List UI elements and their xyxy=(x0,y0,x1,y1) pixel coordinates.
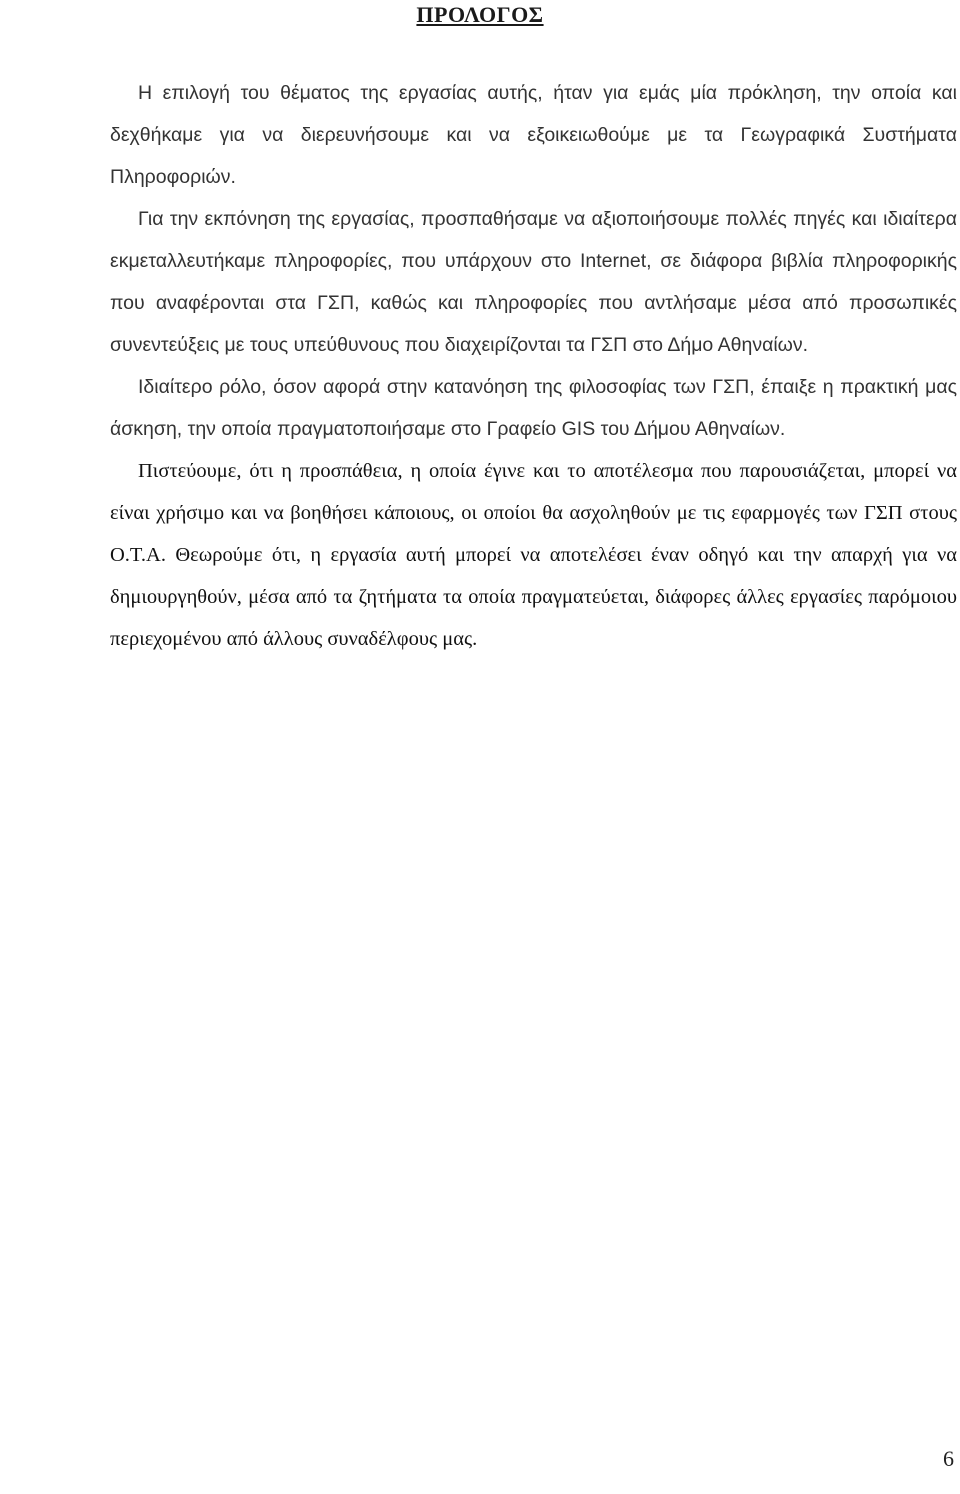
page-number: 6 xyxy=(943,1446,954,1471)
page-title: ΠΡΟΛΟΓΟΣ xyxy=(416,2,544,27)
paragraph-4: Πιστεύουμε, ότι η προσπάθεια, η οποία έγινε και το αποτέλεσμα που παρουσιάζεται, μπορεί να είναι χρήσιμο και να βοηθήσει κάποιους, οι οποίοι θα ασχοληθούν με τις εφαρμογές των ΓΣΠ στους Ο.Τ.Α. Θεωρούμε ότι, η εργασία αυτή μπορεί να αποτελέσει έναν οδηγό και την απαρχή για να δημιουργηθούν, μέσα από τα ζητήματα τα οποία πραγματεύεται, διάφορες άλλες εργασίες παρόμοιου περιεχομένου από άλλους συναδέλφους μας. xyxy=(110,460,957,650)
paragraph-2: Για την εκπόνηση της εργασίας, προσπαθήσαμε να αξιοποιήσουμε πολλές πηγές και ιδιαίτερα εκμεταλλευτήκαμε πληροφορίες, που υπάρχουν στο Internet, σε διάφορα βιβλία πληροφορικής που αναφέρονται στα ΓΣΠ, καθώς και πληροφορίες που αντλήσαμε μέσα από προσωπικές συνεντεύξεις με τους υπεύθυνους που διαχειρίζονται τα ΓΣΠ στο Δήμο Αθηναίων. xyxy=(110,208,957,356)
paragraph-1: Η επιλογή του θέματος της εργασίας αυτής, ήταν για εμάς μία πρόκληση, την οποία και δεχθήκαμε για να διερευνήσουμε και να εξοικειωθούμε με τα Γεωγραφικά Συστήματα Πληροφοριών. xyxy=(110,82,957,188)
paragraph-3: Ιδιαίτερο ρόλο, όσον αφορά στην κατανόηση της φιλοσοφίας των ΓΣΠ, έπαιξε η πρακτική μας άσκηση, την οποία πραγματοποιήσαμε στο Γραφείο GIS του Δήμου Αθηναίων. xyxy=(110,376,957,440)
document-body xyxy=(110,72,957,660)
